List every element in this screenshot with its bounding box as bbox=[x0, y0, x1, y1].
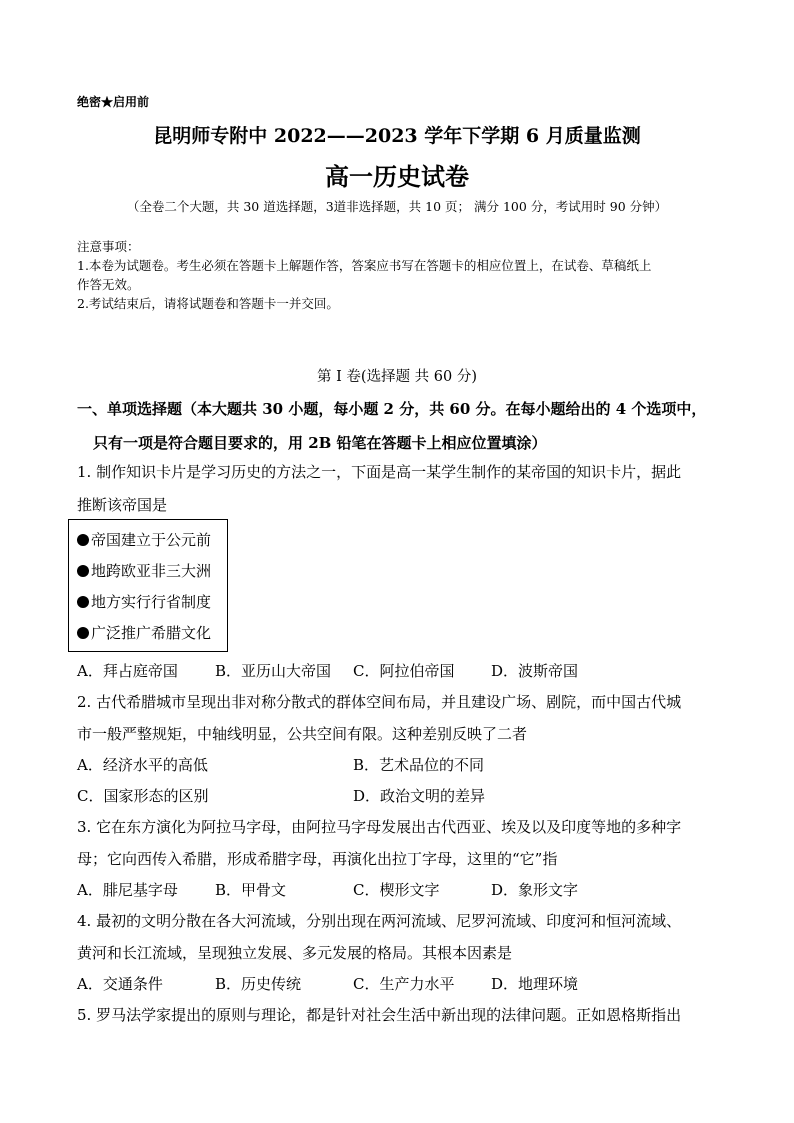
q4-option-a: A．交通条件 bbox=[77, 975, 163, 993]
q1-option-c: C．阿拉伯帝国 bbox=[353, 662, 455, 680]
notes-block bbox=[77, 237, 727, 313]
q2-option-b: B．艺术品位的不同 bbox=[353, 756, 485, 774]
q3-stem-cont: 母；它向西传入希腊，形成希腊字母，再演化出拉丁字母，这里的“它”指 bbox=[77, 850, 558, 868]
q2-stem-cont: 市一般严整规矩，中轴线明显，公共空间有限。这种差别反映了二者 bbox=[77, 725, 528, 743]
q3-option-c: C．楔形文字 bbox=[353, 881, 440, 899]
q4-stem: 4. 最初的文明分散在各大河流域，分别出现在两河流域、尼罗河流域、印度河和恒河流域、 bbox=[77, 912, 682, 930]
q4-option-b: B．历史传统 bbox=[215, 975, 302, 993]
bullet-icon bbox=[77, 534, 89, 546]
notes-item-1-cont: 作答无效。 bbox=[77, 277, 140, 292]
q1-stem: 1. 制作知识卡片是学习历史的方法之一，下面是高一某学生制作的某帝国的知识卡片，据此 bbox=[77, 463, 682, 481]
section-title: 一、单项选择题（本大题共 30 小题，每小题 2 分，共 60 分。在每小题给出的 4 个选项中， bbox=[77, 400, 707, 418]
q2-option-c: C．国家形态的区别 bbox=[77, 787, 209, 805]
bullet-icon bbox=[77, 565, 89, 577]
q2-option-d: D．政治文明的差异 bbox=[353, 787, 486, 805]
notes-heading: 注意事项： bbox=[77, 239, 140, 254]
q2-option-a: A．经济水平的高低 bbox=[77, 756, 208, 774]
bullet-icon bbox=[77, 627, 89, 639]
section-title-cont: 只有一项是符合题目要求的，用 2B 铅笔在答题卡上相应位置填涂） bbox=[93, 434, 547, 452]
q1-option-b: B．亚历山大帝国 bbox=[215, 662, 332, 680]
card-item: 地跨欧亚非三大洲 bbox=[77, 560, 211, 581]
exam-subject-title: 高一历史试卷 bbox=[325, 162, 469, 191]
exam-title: 昆明师专附中 2022——2023 学年下学期 6 月质量监测 bbox=[153, 125, 641, 147]
notes-item-1: 1.本卷为试题卷。考生必须在答题卡上解题作答，答案应书写在答题卡的相应位置上，在试卷、草稿纸上 bbox=[77, 258, 652, 273]
q3-option-b: B．甲骨文 bbox=[215, 881, 287, 899]
q1-stem-cont: 推断该帝国是 bbox=[77, 496, 168, 514]
q1-option-a: A．拜占庭帝国 bbox=[77, 662, 178, 680]
part-title: 第 I 卷(选择题 共 60 分) bbox=[316, 369, 478, 385]
bullet-icon bbox=[77, 596, 89, 608]
exam-info: （全卷二个大题，共 30 道选择题，3道非选择题，共 10 页； 满分 100 分，考试用时 90 分钟） bbox=[126, 199, 668, 214]
q2-stem: 2. 古代希腊城市呈现出非对称分散式的群体空间布局，并且建设广场、剧院，而中国古代城 bbox=[77, 693, 682, 711]
q3-stem: 3. 它在东方演化为阿拉马字母，由阿拉马字母发展出古代西亚、埃及以及印度等地的多种字 bbox=[77, 818, 682, 836]
notes-item-2: 2.考试结束后，请将试题卷和答题卡一并交回。 bbox=[77, 296, 339, 311]
knowledge-card bbox=[68, 519, 228, 652]
q4-stem-cont: 黄河和长江流域，呈现独立发展、多元发展的格局。其根本因素是 bbox=[77, 944, 513, 962]
card-item: 地方实行行省制度 bbox=[77, 591, 211, 612]
q4-option-c: C．生产力水平 bbox=[353, 975, 455, 993]
q5-stem: 5. 罗马法学家提出的原则与理论，都是针对社会生活中新出现的法律问题。正如恩格斯指出 bbox=[77, 1006, 682, 1024]
card-item: 广泛推广希腊文化 bbox=[77, 622, 211, 643]
q3-option-d: D．象形文字 bbox=[491, 881, 579, 899]
q1-option-d: D．波斯帝国 bbox=[491, 662, 579, 680]
card-item: 帝国建立于公元前 bbox=[77, 529, 211, 550]
q4-option-d: D．地理环境 bbox=[491, 975, 579, 993]
q3-option-a: A．腓尼基字母 bbox=[77, 881, 178, 899]
confidential-label: 绝密★启用前 bbox=[77, 95, 150, 109]
